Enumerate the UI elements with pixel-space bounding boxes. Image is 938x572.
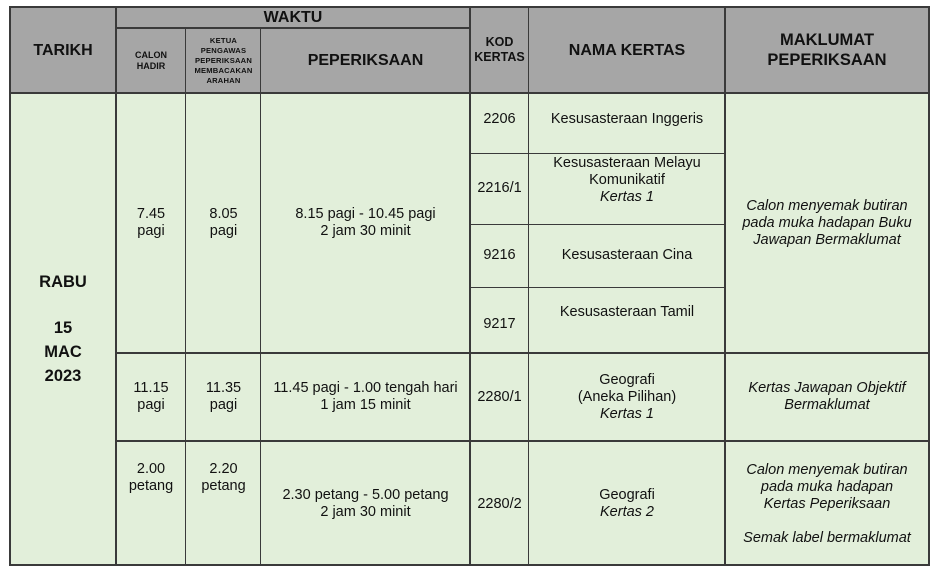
paper-2216-1-nama-line-1: Kesusasteraan Melayu [553,155,701,171]
border-col-calon [185,28,186,566]
border-paper-2216-bottom [470,224,725,225]
header-kod-kertas [470,7,529,93]
session-3-ketua-period: petang [201,478,246,494]
session-2-peperiksaan [261,353,470,441]
session-1-ketua-time: 8.05 [209,206,238,222]
session-3-maklumat-note: Semak label bermaklumat [743,530,911,546]
paper-9216-kod: 9216 [470,224,529,287]
header-calon-hadir [116,28,186,93]
session-2-duration: 1 jam 15 minit [320,397,411,413]
border-session-2-bottom [116,440,930,442]
session-2-time-range: 11.45 pagi - 1.00 tengah hari [273,380,458,396]
session-1-ketua-pengawas [186,93,261,353]
session-1-duration: 2 jam 30 minit [320,223,411,239]
header-calon-hadir-line-2: HADIR [136,60,166,71]
session-2-ketua-pengawas [186,353,261,441]
header-peperiksaan: PEPERIKSAAN [261,28,470,93]
paper-2280-1-nama-line-2: (Aneka Pilihan) [577,388,677,405]
paper-2280-2-kertas: Kertas 2 [600,504,654,520]
session-1-maklumat-line-2: pada muka hadapan Buku [742,214,912,231]
paper-2280-1-kertas: Kertas 1 [600,405,654,422]
header-tarikh: TARIKH [10,7,116,93]
session-3-maklumat-line-3: Kertas Peperiksaan [763,496,891,512]
header-kod-line-2: KERTAS [474,50,525,64]
border-col-ketua [260,28,261,566]
paper-2280-1-nama [529,353,725,441]
paper-9216-nama: Kesusasteraan Cina [529,224,725,287]
session-3-maklumat-line-1: Calon menyemak butiran [746,462,908,478]
header-ketua-line-1: KETUA [209,35,238,45]
session-3-duration: 2 jam 30 minit [320,504,411,520]
session-2-ketua-period: pagi [209,397,238,413]
session-3-time-range: 2.30 petang - 5.00 petang [282,487,449,503]
session-2-calon-period: pagi [137,397,165,413]
session-2-maklumat-line-1: Kertas Jawapan Objektif [748,380,906,396]
header-maklumat-line-1: MAKLUMAT [779,31,875,49]
date-day: RABU [39,273,87,291]
session-1-calon-time: 7.45 [136,206,166,222]
paper-9217-nama: Kesusasteraan Tamil [529,287,725,353]
session-3-calon-hadir [116,441,186,565]
session-3-ketua-pengawas [186,441,261,565]
paper-2280-2-nama [529,441,725,565]
date-cell [10,93,116,565]
session-1-maklumat-line-1: Calon menyemak butiran [746,197,908,214]
session-1-time-range: 8.15 pagi - 10.45 pagi [295,206,436,222]
border-session-1-bottom [116,352,930,354]
paper-2280-1-nama-line-1: Geografi [599,371,655,388]
header-maklumat [725,7,929,93]
paper-2280-1-kod: 2280/1 [470,353,529,441]
header-waktu: WAKTU [116,7,470,28]
header-nama-kertas: NAMA KERTAS [529,7,725,93]
session-3-calon-time: 2.00 [136,461,166,477]
session-2-maklumat-line-2: Bermaklumat [784,397,870,413]
header-maklumat-line-2: PEPERIKSAAN [767,51,887,69]
header-ketua-line-5: ARAHAN [206,75,241,85]
paper-2216-1-nama-line-2: Komunikatif [589,172,665,188]
paper-2280-2-nama-line-1: Geografi [599,487,655,503]
paper-2216-1-nama [529,153,725,224]
header-ketua-line-2: PENGAWAS [200,45,247,55]
session-2-calon-time: 11.15 [133,380,169,396]
session-1-maklumat-line-3: Jawapan Bermaklumat [753,231,901,248]
session-1-ketua-period: pagi [209,223,238,239]
session-2-maklumat [725,353,929,441]
header-ketua-pengawas [186,28,261,93]
date-year: 2023 [44,367,82,385]
session-1-maklumat [725,93,929,353]
session-3-ketua-time: 2.20 [209,461,238,477]
header-ketua-line-3: PEPERIKSAAN [194,55,253,65]
border-col-peperiksaan [469,6,471,566]
paper-2280-2-kod: 2280/2 [470,441,529,565]
border-right [928,6,930,566]
border-paper-2206-bottom [470,153,725,154]
paper-2206-nama: Kesusasteraan Inggeris [529,93,725,153]
session-2-ketua-time: 11.35 [205,380,242,396]
session-3-maklumat-line-2: pada muka hadapan [760,479,894,495]
date-month: MAC [44,343,82,361]
paper-2206-kod: 2206 [470,93,529,153]
paper-2216-1-kod: 2216/1 [470,153,529,224]
session-3-calon-period: petang [128,478,174,494]
header-calon-hadir-line-1: CALON [135,49,167,60]
border-col-tarikh [115,6,117,566]
session-1-peperiksaan [261,93,470,353]
session-2-calon-hadir [116,353,186,441]
paper-9217-kod: 9217 [470,287,529,353]
date-number: 15 [53,319,73,337]
session-3-peperiksaan [261,441,470,565]
session-1-calon-hadir [116,93,186,353]
border-col-nama [724,6,726,566]
session-1-calon-period: pagi [137,223,165,239]
border-col-kod [528,6,529,566]
header-kod-line-1: KOD [485,35,514,49]
session-3-maklumat [725,441,929,565]
border-paper-9216-bottom [470,287,725,288]
border-left [9,6,11,566]
header-ketua-line-4: MEMBACAKAN [194,65,253,75]
paper-2216-1-kertas: Kertas 1 [600,189,654,205]
border-waktu-bottom [116,27,470,29]
